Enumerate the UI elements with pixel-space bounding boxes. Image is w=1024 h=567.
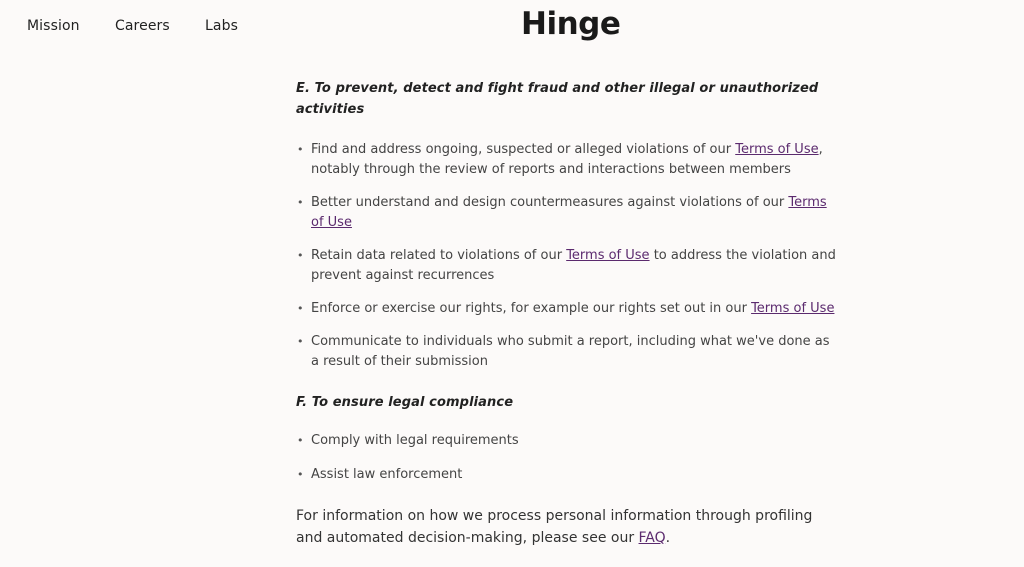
list-item xyxy=(296,332,836,372)
hinge-logo[interactable]: Hinge xyxy=(521,6,621,42)
list-item-text: Enforce or exercise our rights, for example our rights set out in our xyxy=(311,301,752,316)
section-e-list xyxy=(296,140,836,372)
list-item-text: , notably through the review of reports and interactions between members xyxy=(311,142,823,177)
terms-of-use-link[interactable]: Terms of Use xyxy=(311,195,827,230)
list-item-text: Retain data related to violations of our xyxy=(311,248,567,263)
list-item-text: Comply with legal requirements xyxy=(311,433,519,448)
nav-link-mission[interactable]: Mission xyxy=(27,18,80,34)
list-item-text: to address the violation and prevent against recurrences xyxy=(311,248,836,283)
top-navigation xyxy=(0,0,1024,56)
bullet-icon: • xyxy=(297,249,304,262)
nav-link-careers[interactable]: Careers xyxy=(115,18,170,34)
list-item-text: Better understand and design countermeasures against violations of our xyxy=(311,195,789,210)
terms-of-use-link[interactable]: Terms of Use xyxy=(735,142,819,157)
paragraph-text: For information on how we process personal information through profiling and automated decision-making, please see our xyxy=(296,508,813,546)
paragraph-text: . xyxy=(665,530,671,546)
list-item-text: Assist law enforcement xyxy=(311,467,463,482)
list-item xyxy=(296,140,836,180)
bullet-icon: • xyxy=(297,335,304,348)
bullet-icon: • xyxy=(297,434,304,447)
bullet-icon: • xyxy=(297,468,304,481)
profiling-info-paragraph xyxy=(296,505,836,549)
section-f-heading: F. To ensure legal compliance xyxy=(296,395,514,410)
bullet-icon: • xyxy=(297,196,304,209)
bullet-icon: • xyxy=(297,143,304,156)
list-item xyxy=(296,431,836,451)
section-f-list xyxy=(296,431,836,485)
terms-of-use-link[interactable]: Terms of Use xyxy=(566,248,650,263)
list-item-text: Communicate to individuals who submit a report, including what we've done as a result of their submission xyxy=(311,334,830,369)
terms-of-use-link[interactable]: Terms of Use xyxy=(751,301,835,316)
list-item xyxy=(296,299,836,319)
list-item xyxy=(296,465,836,485)
list-item xyxy=(296,193,836,233)
policy-content xyxy=(296,78,836,549)
list-item-text: Find and address ongoing, suspected or alleged violations of our xyxy=(311,142,736,157)
faq-link[interactable]: FAQ xyxy=(638,530,666,546)
section-e-heading: E. To prevent, detect and fight fraud and other illegal or unauthorized activities xyxy=(296,81,819,117)
nav-link-labs[interactable]: Labs xyxy=(205,18,238,34)
list-item xyxy=(296,246,836,286)
bullet-icon: • xyxy=(297,302,304,315)
